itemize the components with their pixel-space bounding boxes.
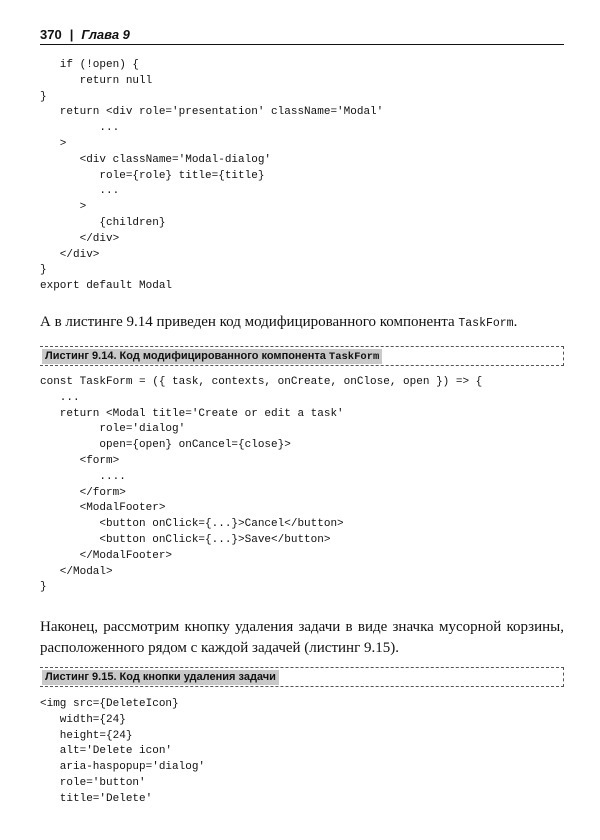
- listing-title-9-15: Листинг 9.15. Код кнопки удаления задачи: [42, 670, 279, 685]
- header-separator: |: [69, 27, 74, 42]
- code-block-taskform: const TaskForm = ({ task, contexts, onCreate, onClose, open }) => { ... return <Modal title='Create or edit a task' role='dialog' open={open} onCancel={close}> <form> .... </form> <ModalFooter> <button onClick={...}>Cancel</button> <button onClick={...}>Save</button> </ModalFooter> </Modal> }: [40, 376, 483, 594]
- listing-header-9-14: [40, 346, 564, 366]
- paragraph-delete-button: Наконец, рассмотрим кнопку удаления задачи в виде значка мусорной корзины, расположенного рядом с каждой задачей (листинг 9.15).: [40, 619, 564, 656]
- listing-header-9-15: [40, 667, 564, 687]
- paragraph-text: А в листинге 9.14 приведен код модифицированного компонента: [40, 314, 459, 330]
- listing-title-9-14: [42, 349, 382, 364]
- running-header: [40, 22, 564, 42]
- listing-title-text: Листинг 9.14. Код модифицированного компонента: [45, 350, 329, 362]
- code-block-modal: if (!open) { return null } return <div role='presentation' className='Modal' ... > <div className='Modal-dialog' role={role} title={title} ... > {children} </div> </div> } export default Modal: [40, 59, 384, 293]
- chapter-title: Глава 9: [81, 27, 130, 42]
- header-rule: [40, 44, 564, 45]
- paragraph-end: .: [513, 314, 518, 330]
- page-number: 370: [40, 27, 62, 42]
- listing-title-code: TaskForm: [328, 351, 380, 363]
- paragraph-listing-intro: [40, 312, 564, 334]
- code-block-delete-icon: <img src={DeleteIcon} width={24} height={24} alt='Delete icon' aria-haspopup='dialog' role='button' title='Delete': [40, 698, 206, 805]
- paragraph-code: TaskForm: [458, 317, 514, 330]
